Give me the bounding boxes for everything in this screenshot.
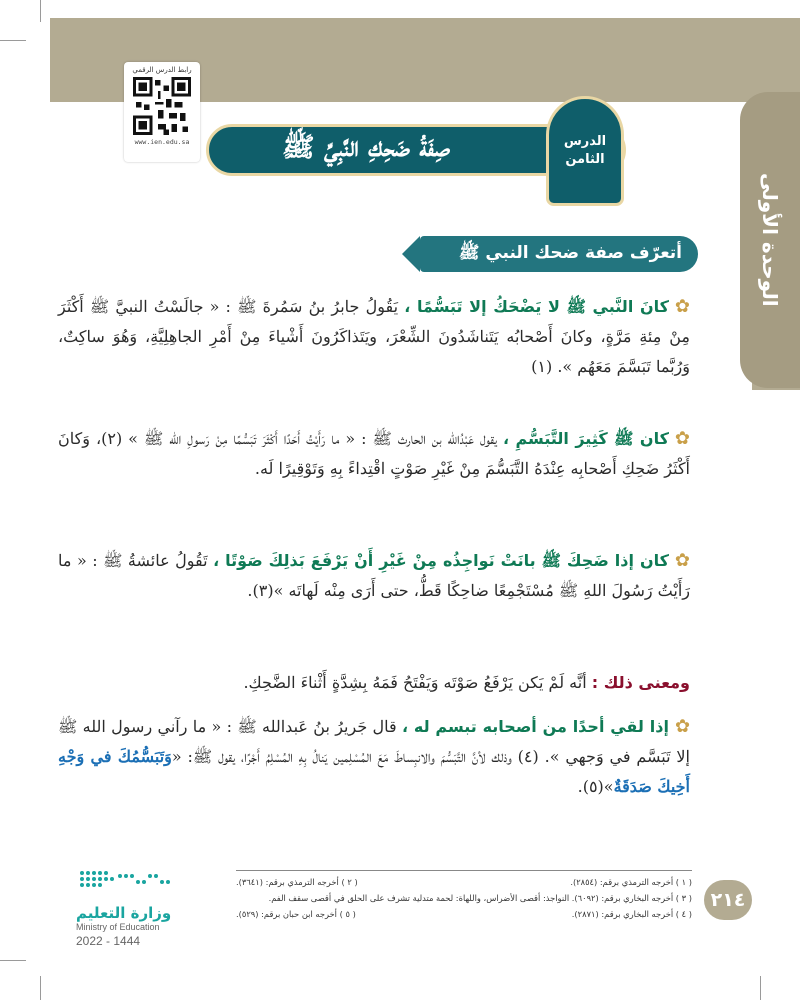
footnote: ( ٥ ) أخرجه ابن حبان برقم: (٥٢٩). xyxy=(236,909,356,919)
paragraph-3 xyxy=(58,546,690,606)
footnote: ( ٤ ) أخرجه البخاري برقم: (٢٨٧١). xyxy=(571,909,692,919)
qr-code-icon[interactable] xyxy=(133,77,191,135)
section-heading-banner xyxy=(420,236,698,272)
unit-label: الوحدة الأولى xyxy=(758,173,782,307)
footnotes xyxy=(236,870,692,922)
paragraph-2 xyxy=(58,424,690,484)
hadith-quote: وَتَبَسُّمُكَ في وَجْهِ أَخِيكَ صَدَقَةٌ xyxy=(58,747,690,796)
flower-bullet-icon: ✿ xyxy=(674,550,691,571)
ministry-name-arabic: وزارة التعليم xyxy=(76,904,172,922)
footnote-row xyxy=(236,874,692,890)
paragraph-lead: كانَ النَّبي ﷺ لا يَضْحَكُ إلا تَبَسُّمًا ، xyxy=(404,297,669,316)
ministry-dots-icon xyxy=(76,868,176,898)
qr-caption: رابط الدرس الرقمي xyxy=(132,66,192,74)
section-heading: أتعرّف صفة ضحك النبي ﷺ xyxy=(458,242,682,263)
paragraph-4 xyxy=(58,712,690,802)
page-number: ٢١٤ xyxy=(704,880,752,920)
flower-bullet-icon: ✿ xyxy=(674,428,690,449)
footnote: ( ١ ) أخرجه الترمذي برقم: (٢٨٥٤). xyxy=(570,877,692,887)
footnote: ( ٣ ) أخرجه البخاري برقم: (٦٠٩٢). النواجذ: أقصى الأضراس، واللهاة: لحمة متدلية تشرف على الحلق في أقصى سقف الفم. xyxy=(268,893,692,903)
ministry-logo xyxy=(76,868,226,948)
meaning-label: ومعنى ذلك : xyxy=(591,673,690,692)
ministry-year: 2022 - 1444 xyxy=(76,934,141,948)
paragraph-1 xyxy=(58,292,690,382)
lesson-badge-line1: الدرس xyxy=(563,134,607,149)
crop-mark xyxy=(0,40,26,41)
crop-mark xyxy=(40,0,41,22)
crop-mark xyxy=(760,976,761,1000)
paragraph-lead: إذا لقي أحدًا من أصحابه تبسم له ، xyxy=(402,717,669,736)
paragraph-lead: كان ﷺ كَثِيرَ التَّبَسُّمِ ، xyxy=(502,429,669,448)
meaning-text: أنَّه لَمْ يَكن يَرْفَعُ صَوْتَه وَيَفْتَحُ فَمَهُ بِشِدَّةٍ أَثْناءَ الضَّحِكِ. xyxy=(243,673,587,692)
flower-bullet-icon: ✿ xyxy=(674,716,691,737)
paragraph-lead: كان إذا ضَحِكَ ﷺ بانَتْ نَواجِذُه مِنْ غَيْرِ أَنْ يَرْفَعَ بَذلِكَ صَوْتًا ، xyxy=(213,551,669,570)
paragraph-text: يَقُولُ جابرُ بنُ سَمُرةَ ﷺ : « جالَسْتُ النبيَّ ﷺ أَكْثَرَ مِنْ مِئةِ مَرَّةٍ، وكانَ أَصْحابُه يَتَناشَدُونَ الشِّعْرَ، ويَتَذاكَرُونَ أَشْياءَ مِنْ أَمْرِ الجاهِلِيَّةِ، وَهُوَ ساكِتٌ، وَرُبَّما تَبَسَّمَ مَعَهُم ». (١) xyxy=(58,297,690,376)
crop-mark xyxy=(0,960,26,961)
paragraph-tail: »(٥). xyxy=(577,777,614,796)
paragraph-text: قال جَريرُ بنُ عَبدالله ﷺ : « ما رآني رسول الله ﷺ إلا تَبَسَّم في وَجهي ». (٤) وذلك لأنَّ التَّبَسُّمَ والانبِساطَ مَعَ المُسْلِمين يَنالُ بِهِ المُسْلِمُ أَجْرًا، يقول ﷺ: « xyxy=(58,717,690,766)
footnote-row xyxy=(236,906,692,922)
lesson-badge-line2: الثامن xyxy=(565,152,605,167)
flower-bullet-icon: ✿ xyxy=(674,296,691,317)
ministry-name-english: Ministry of Education xyxy=(76,922,160,932)
meaning-line xyxy=(58,668,690,698)
lesson-badge xyxy=(546,96,624,206)
footnote-row xyxy=(236,890,692,906)
qr-card[interactable] xyxy=(124,62,200,162)
paragraph-text: يقول عَبْدُالله بن الحارث ﷺ : « ما رَأَيْتُ أَحَدًا أَكْثَرَ تَبَسُّمًا مِنْ رَسولِ الله ﷺ » (٢)، وَكانَ أَكْثَرُ ضَحِكِ أَصْحابِه عِنْدَهُ التَّبَسُّمَ مِنْ غَيْرِ صَوْتٍ اقْتِداءً بِهِ وَتَوْقِيرًا لَه. xyxy=(58,429,690,478)
lesson-title: صِفَةُ ضَحِكِ النَّبِيِّ ﷺ xyxy=(281,132,451,163)
paragraph-text: تَقُولُ عائشةُ ﷺ : « ما رَأَيْتُ رَسُولَ اللهِ ﷺ مُسْتَجْمِعًا ضاحِكًا قَطُّ، حتى أَرَى مِنْه لَهاتَه »(٣). xyxy=(58,551,690,600)
footnote: ( ٢ ) أخرجه الترمذي برقم: (٣٦٤١). xyxy=(236,877,358,887)
crop-mark xyxy=(40,976,41,1000)
qr-url[interactable]: www.ien.edu.sa xyxy=(134,138,190,146)
unit-tab xyxy=(740,92,800,388)
